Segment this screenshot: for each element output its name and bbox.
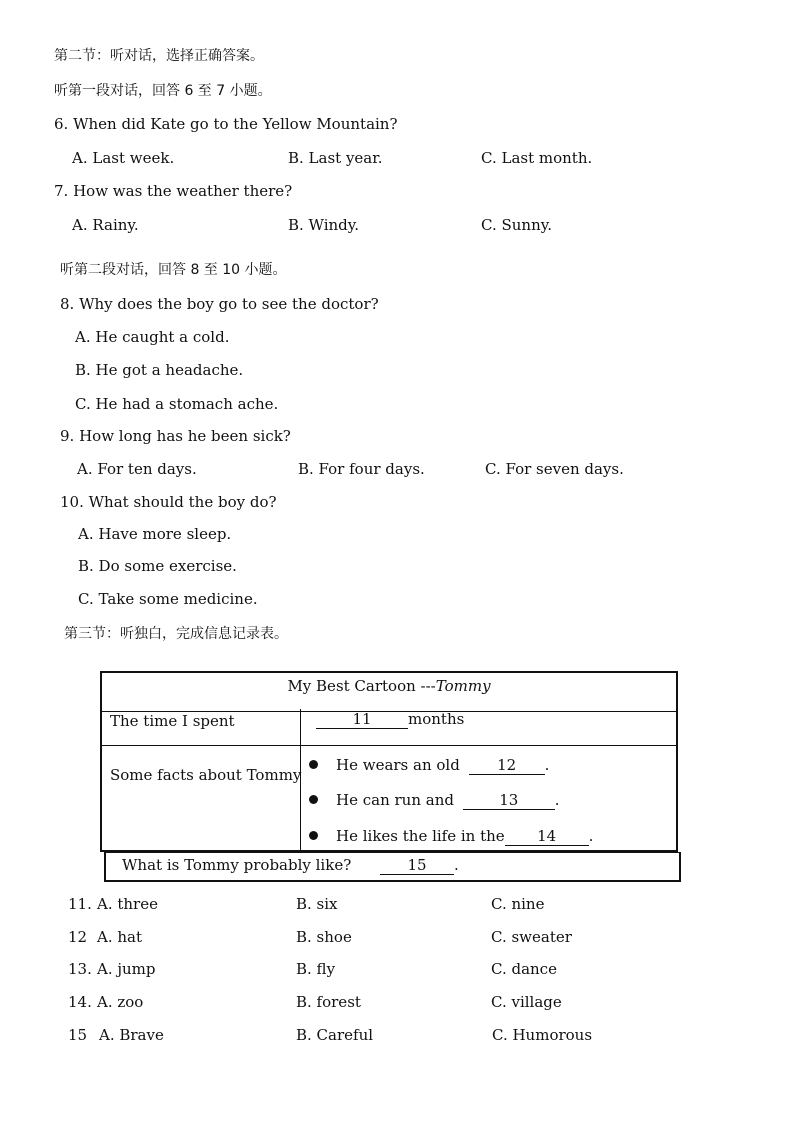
question-7: 7. How was the weather there? xyxy=(54,182,293,200)
table-divider-horizontal xyxy=(102,745,676,746)
q10-option-c: C. Take some medicine. xyxy=(78,590,258,608)
fact-14-text: He likes the life in the xyxy=(336,827,505,845)
blank-12[interactable]: 12 xyxy=(469,756,545,775)
fact-12-end: . xyxy=(544,756,550,774)
row1-answer xyxy=(316,709,464,729)
last-row-end: . xyxy=(454,856,459,874)
fact-13 xyxy=(309,790,560,810)
table-title-prefix: My Best Cartoon --- xyxy=(287,677,436,695)
info-record-table xyxy=(100,671,678,852)
answer-13-option-b: B. fly xyxy=(296,960,336,978)
fact-13-text: He can run and xyxy=(336,791,454,809)
q6-option-c: C. Last month. xyxy=(481,149,593,167)
q10-option-b: B. Do some exercise. xyxy=(78,557,237,575)
q10-option-a: A. Have more sleep. xyxy=(78,525,232,543)
q8-option-b: B. He got a headache. xyxy=(75,361,244,379)
bullet-icon xyxy=(309,760,318,769)
q6-option-b: B. Last year. xyxy=(288,149,383,167)
row2-label: Some facts about Tommy xyxy=(110,766,302,784)
row1-label: The time I spent xyxy=(110,712,235,730)
fact-14-end: . xyxy=(588,827,594,845)
q6-option-a: A. Last week. xyxy=(72,149,175,167)
q8-option-a: A. He caught a cold. xyxy=(75,328,230,346)
table-title xyxy=(102,673,676,712)
bullet-icon xyxy=(309,831,318,840)
question-6: 6. When did Kate go to the Yellow Mountain? xyxy=(54,115,398,133)
answer-13-number: 13. xyxy=(68,960,92,978)
fact-14 xyxy=(309,826,593,846)
answer-12-option-b: B. shoe xyxy=(296,928,352,946)
answer-12-option-a: A. hat xyxy=(97,928,142,946)
q9-option-b: B. For four days. xyxy=(298,460,425,478)
answer-13-option-c: C. dance xyxy=(491,960,557,978)
question-10: 10. What should the boy do? xyxy=(60,493,277,511)
fact-12-text: He wears an old xyxy=(336,756,460,774)
question-8: 8. Why does the boy go to see the doctor? xyxy=(60,295,379,313)
answer-13-option-a: A. jump xyxy=(97,960,156,978)
answer-11-option-c: C. nine xyxy=(491,895,545,913)
answer-15-number: 15 xyxy=(68,1026,88,1044)
row1-suffix: months xyxy=(408,710,465,728)
q9-option-a: A. For ten days. xyxy=(77,460,197,478)
last-row-question xyxy=(122,855,459,875)
blank-11[interactable]: 11 xyxy=(316,710,408,729)
table-title-name: Tommy xyxy=(435,677,491,695)
blank-14[interactable]: 14 xyxy=(505,827,589,846)
answer-14-option-b: B. forest xyxy=(296,993,361,1011)
q7-option-b: B. Windy. xyxy=(288,216,360,234)
q8-option-c: C. He had a stomach ache. xyxy=(75,395,279,413)
blank-15[interactable]: 15 xyxy=(380,856,454,875)
blank-13[interactable]: 13 xyxy=(463,791,555,810)
answer-15-option-a: A. Brave xyxy=(99,1026,164,1044)
answer-15-option-c: C. Humorous xyxy=(492,1026,593,1044)
answer-11-option-b: B. six xyxy=(296,895,338,913)
answer-11-option-a: A. three xyxy=(97,895,158,913)
answer-14-option-a: A. zoo xyxy=(97,993,144,1011)
answer-15-option-b: B. Careful xyxy=(296,1026,374,1044)
answer-14-number: 14. xyxy=(68,993,92,1011)
table-last-row xyxy=(104,852,681,882)
q9-option-c: C. For seven days. xyxy=(485,460,624,478)
bullet-icon xyxy=(309,795,318,804)
question-9: 9. How long has he been sick? xyxy=(60,427,291,445)
section2-heading: 第二节：听对话，选择正确答案。 xyxy=(54,48,264,64)
section3-heading: 第三节：听独白，完成信息记录表。 xyxy=(64,626,288,642)
answer-12-number: 12 xyxy=(68,928,88,946)
q7-option-a: A. Rainy. xyxy=(72,216,139,234)
last-row-text: What is Tommy probably like? xyxy=(122,856,352,874)
fact-12 xyxy=(309,755,549,775)
dialog1-intro: 听第一段对话，回答 6 至 7 小题。 xyxy=(54,83,272,99)
fact-13-end: . xyxy=(554,791,560,809)
q7-option-c: C. Sunny. xyxy=(481,216,552,234)
answer-14-option-c: C. village xyxy=(491,993,562,1011)
dialog2-intro: 听第二段对话，回答 8 至 10 小题。 xyxy=(60,262,287,278)
answer-12-option-c: C. sweater xyxy=(491,928,572,946)
answer-11-number: 11. xyxy=(68,895,92,913)
